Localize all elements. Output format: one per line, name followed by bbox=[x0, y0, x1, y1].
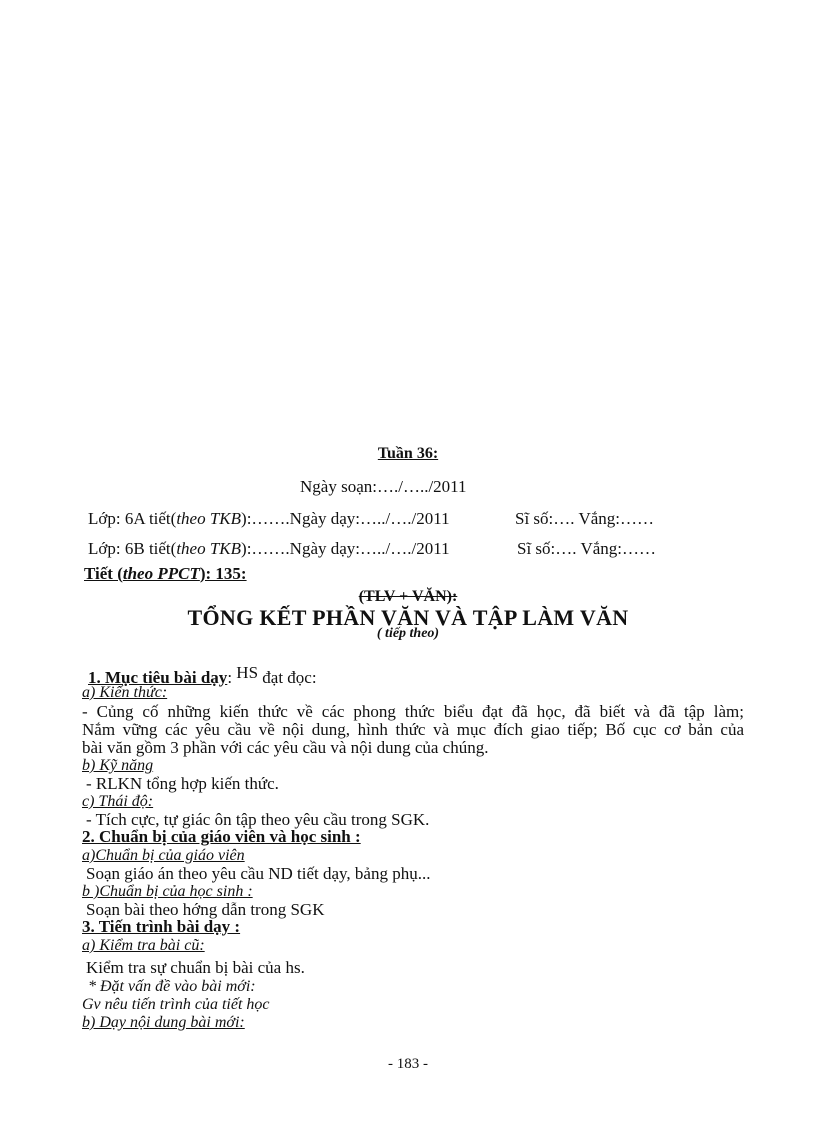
knowledge-line-3: bài văn gồm 3 phần với các yêu cầu và nội dung của chúng. bbox=[82, 738, 489, 757]
class-label: Lớp: 6A bbox=[88, 509, 145, 528]
intro-line: Gv nêu tiến trình của tiết học bbox=[82, 996, 270, 1013]
sec1-reach: đạt đọc: bbox=[258, 668, 317, 687]
period-label-a: Tiết ( bbox=[84, 564, 123, 583]
siso-6a: Sĩ số:…. Vắng:…… bbox=[515, 509, 655, 528]
knowledge-heading: a) Kiến thức: bbox=[82, 684, 168, 701]
sec1-title: 1. Mục tiêu bài dạy bbox=[88, 668, 228, 687]
sec1-colon: : bbox=[227, 668, 237, 687]
class-row-6b bbox=[88, 539, 450, 559]
skills-line: - RLKN tổng hợp kiến thức. bbox=[86, 774, 279, 793]
knowledge-line-2: Nắm vững các yêu cầu về nội dung, hình thức và mục đích giao tiếp; Bố cục cơ bản của bbox=[82, 720, 744, 739]
prep-date-value: …./…../2011 bbox=[376, 477, 467, 496]
sec2-heading: 2. Chuẩn bị của giáo viên và học sinh : bbox=[82, 827, 361, 846]
tiet-label: tiết( bbox=[144, 509, 177, 528]
teacher-prep-heading: a)Chuẩn bị của giáo viên bbox=[82, 847, 245, 864]
week-heading: Tuần 36: bbox=[377, 445, 439, 462]
student-prep-line: Soạn bài theo hớng dẫn trong SGK bbox=[86, 900, 325, 919]
hs-label: HS bbox=[236, 663, 259, 682]
skills-heading: b) Kỹ năng bbox=[82, 757, 154, 774]
tkb-label: theo TKB bbox=[176, 539, 242, 558]
period-heading bbox=[84, 564, 247, 584]
period-ppct: theo PPCT bbox=[122, 564, 200, 583]
old-lesson-heading: a) Kiểm tra bài cũ: bbox=[82, 937, 205, 954]
teach-date: Ngày dạy:…../…./2011 bbox=[289, 539, 450, 558]
tkb-tail: ):……. bbox=[241, 509, 290, 528]
old-lesson-line: Kiểm tra sự chuẩn bị bài của hs. bbox=[86, 958, 305, 977]
class-row-6a bbox=[88, 509, 450, 529]
attitude-heading: c) Thái độ: bbox=[82, 793, 154, 810]
tiet-label: tiết( bbox=[144, 539, 177, 558]
subtitle: ( tiếp theo) bbox=[376, 626, 440, 641]
attitude-line: - Tích cực, tự giác ôn tập theo yêu cầu trong SGK. bbox=[86, 810, 430, 829]
prep-date-label: Ngày soạn: bbox=[300, 477, 377, 496]
knowledge-line-1: - Củng cố những kiến thức về các phong thức biểu đạt đã học, đã biết và đã tập làm; bbox=[82, 702, 744, 721]
siso-6b: Sĩ số:…. Vắng:…… bbox=[517, 539, 657, 558]
teacher-prep-line: Soạn giáo án theo yêu cầu ND tiết dạy, bảng phụ... bbox=[86, 864, 431, 883]
class-label: Lớp: 6B bbox=[88, 539, 145, 558]
student-prep-heading: b )Chuẩn bị của học sinh : bbox=[82, 883, 253, 900]
category-label: (TLV + VĂN): bbox=[358, 588, 458, 605]
page-number: - 183 - bbox=[388, 1056, 428, 1072]
page-title: TỔNG KẾT PHẦN VĂN VÀ TẬP LÀM VĂN bbox=[187, 605, 629, 630]
teach-date: Ngày dạy:…../…./2011 bbox=[289, 509, 450, 528]
tkb-tail: ):……. bbox=[241, 539, 290, 558]
tkb-label: theo TKB bbox=[176, 509, 242, 528]
new-lesson-heading: b) Dạy nội dung bài mới: bbox=[82, 1014, 245, 1031]
intro-heading: * Đặt vấn đề vào bài mới: bbox=[88, 978, 256, 995]
sec3-heading: 3. Tiến trình bài dạy : bbox=[82, 917, 241, 936]
prep-date bbox=[300, 477, 467, 497]
period-label-c: ): 135: bbox=[199, 564, 247, 583]
